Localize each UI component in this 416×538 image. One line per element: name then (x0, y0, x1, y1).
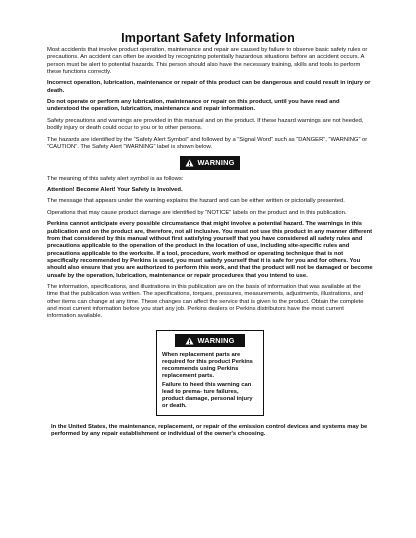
message-paragraph: The message that appears under the warning explains the hazard and can be either written or pictorially presented. (47, 198, 345, 205)
document-body (47, 47, 373, 443)
warning-box (156, 330, 264, 415)
warning-box-line-1: When replacement parts are required for this product Perkins recommends using Perkins replacement parts. (162, 352, 253, 379)
bold-warning-2: Do not operate or perform any lubrication, maintenance or repair on this product, until you have read and understood the operation, lubrication, maintenance and repair information. (47, 99, 340, 113)
hazards-paragraph: The hazards are identified by the “Safety Alert Symbol” and followed by a “Signal Word” such as “DANGER”, “WARNING” or “CAUTION”. The Safety Alert “WARNING” label is shown below. (47, 136, 368, 151)
warning-box-line-2: Failure to heed this warning can lead to prema- ture failures, product damage, personal injury or death. (162, 382, 253, 409)
information-paragraph: The information, specifications, and illustrations in this publication are on the basis of information that was available at the time that the publication was written. The specifications, torques, pressures, measurements, adjustments, illustrations, and other items can change at any time. These changes can affect the service that is given to the product. Obtain the complete and most current information before you start any job. Perkins dealers or Perkins distributors have the most current information available. (47, 284, 364, 320)
intro-paragraph: Most accidents that involve product operation, maintenance and repair are caused by failure to observe basic safety rules or precautions. An accident can often be avoided by recognizing potentially hazardous situations before an accident occurs. A person must be alert to potential hazards. This person should also have the necessary training, skills and tools to perform these functions correctly. (47, 47, 368, 75)
precautions-paragraph: Safety precautions and warnings are provided in this manual and on the product. If these hazard warnings are not heeded, bodily injury or death could occur to you or to other persons. (47, 117, 364, 132)
final-bold-paragraph: In the United States, the maintenance, replacement, or repair of the emission control devices and systems may be performed by any repair establishment or individual of the owner's choosing. (51, 423, 368, 438)
attention-line: Attention! Become Alert! Your Safety is Involved. (47, 186, 183, 193)
page-title: Important Safety Information (121, 31, 295, 45)
warning-label-text: WARNING (197, 157, 235, 167)
meaning-intro: The meaning of this safety alert symbol is as follows: (47, 175, 184, 182)
safety-alert-icon (185, 337, 194, 345)
warning-box-label: WARNING (197, 336, 235, 346)
warning-box-badge (175, 334, 245, 347)
notice-paragraph: Operations that may cause product damage are identified by “NOTICE” labels on the product and in this publication. (47, 209, 347, 216)
bold-warning-1: Incorrect operation, lubrication, maintenance or repair of this product can be dangerous and could result in injury or death. (47, 80, 371, 94)
perkins-bold-paragraph: Perkins cannot anticipate every possible circumstance that might involve a potential hazard. The warnings in this publication and on the product are, therefore, not all inclusive. You must not use this product in any manner different from that considered by this manual without first satisfying yourself that you have considered all safety rules and precautions applicable to the operation of the product in the location of use, including site-specific rules and precautions applicable to the worksite. If a tool, procedure, work method or operating technique that is not specifically recommended by Perkins is used, you must satisfy yourself that it is safe for you and for others. You should also ensure that you are authorized to perform this work, and that the product will not be damaged or become unsafe by the operation, lubrication, maintenance or repair procedures that you intend to use. (47, 221, 373, 279)
safety-alert-icon (185, 159, 194, 167)
warning-label-badge (180, 156, 240, 170)
